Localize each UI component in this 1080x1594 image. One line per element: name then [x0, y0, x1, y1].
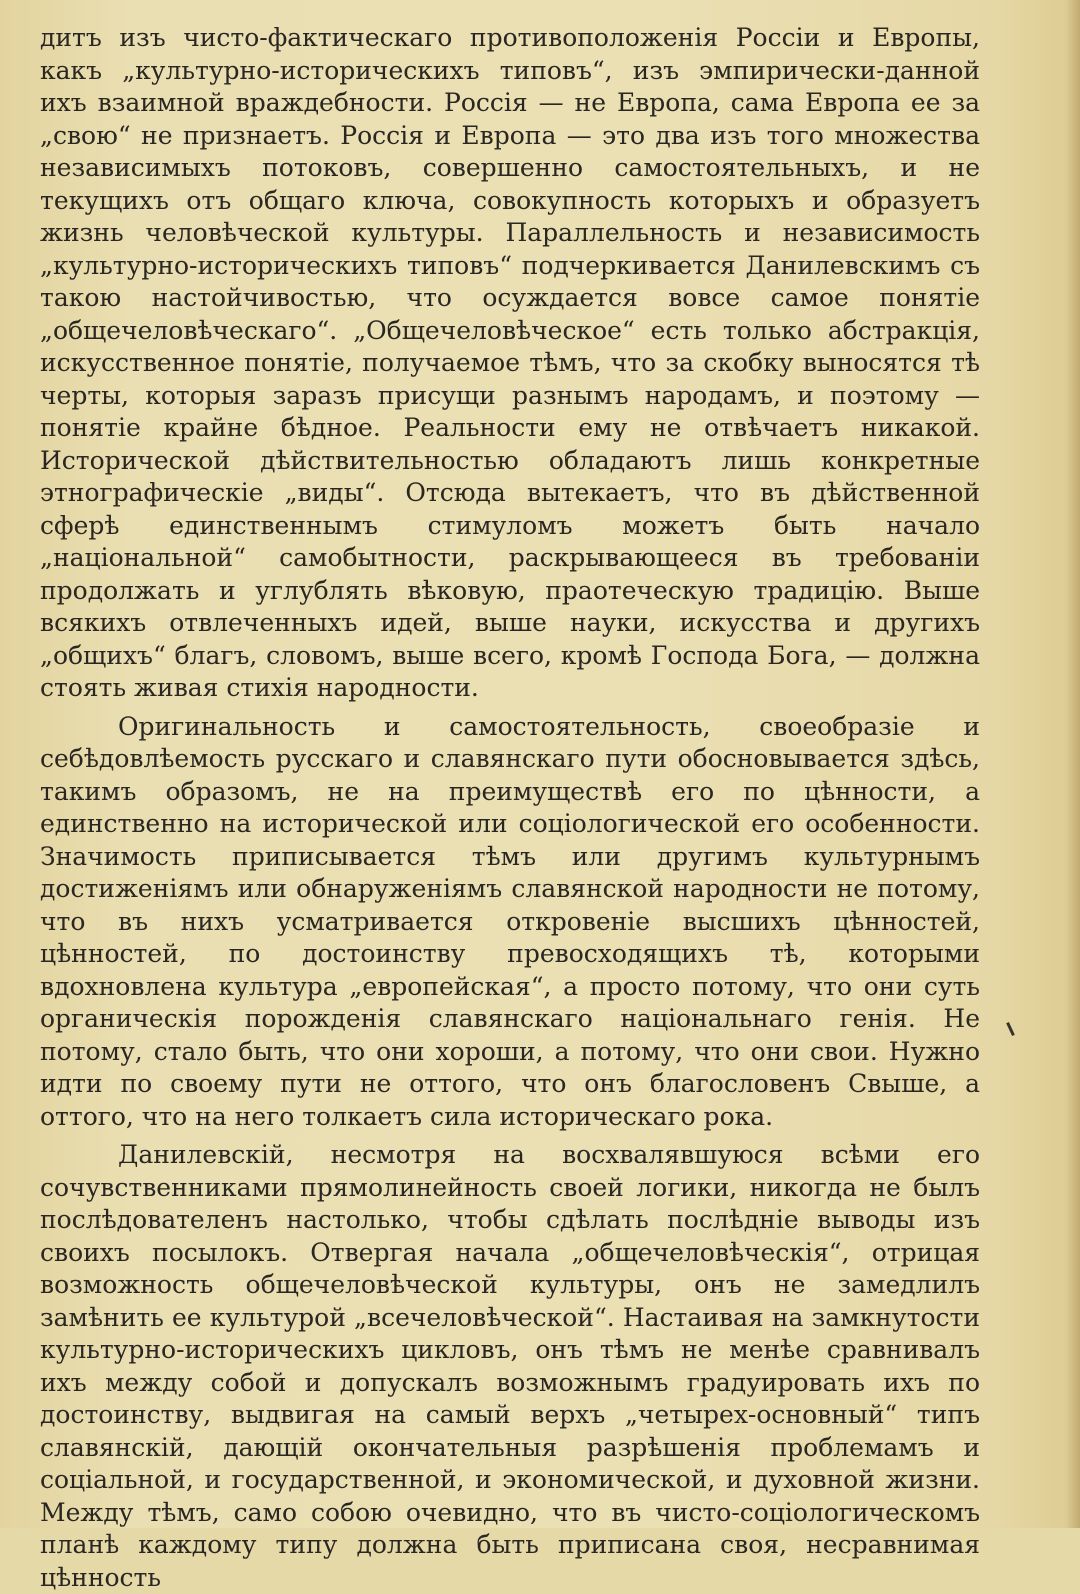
paragraph-1: дитъ изъ чисто-фактическаго противоположенія Россіи и Европы, какъ „культурно-историческихъ типовъ“, изъ эмпирически-данной ихъ взаимной враждебности. Россія — не Европа, сама Европа ее за „свою“ не признаетъ. Россія и Европа — это два изъ того множества независимыхъ потоковъ, совершенно самостоятельныхъ, и не текущихъ отъ общаго ключа, совокупность которыхъ и образуетъ жизнь человѣческой культуры. Параллельность и независимость „культурно-историческихъ типовъ“ подчеркивается Данилевскимъ съ такою настойчивостью, что осуждается вовсе самое понятіе „общечеловѣческаго“. „Общечеловѣческое“ есть только абстракція, искусственное понятіе, получаемое тѣмъ, что за скобку выносятся тѣ черты, которыя заразъ присущи разнымъ народамъ, и поэтому — понятіе крайне бѣдное. Реальности ему не отвѣчаетъ никакой. Исторической дѣйствительностью обладаютъ лишь конкретные этнографическіе „виды“. Отсюда вытекаетъ, что въ дѣйственной сферѣ единственнымъ стимуломъ можетъ быть начало „національной“ самобытности, раскрывающееся въ требованіи продолжать и углублять вѣковую, праотеческую традицію. Выше всякихъ отвлеченныхъ идей, выше науки, искусства и другихъ „общихъ“ благъ, словомъ, выше всего, кромѣ Господа Бога, — должна стоять живая стихія народности. [40, 23, 980, 702]
page-edge-shadow [1066, 0, 1080, 1528]
margin-mark [1006, 1022, 1015, 1036]
paragraph-3: Данилевскій, несмотря на восхвалявшуюся всѣми его сочувственниками прямолинейность своей логики, никогда не былъ послѣдователенъ настолько, чтобы сдѣлать послѣдніе выводы изъ своихъ посылокъ. Отвергая начала „общечеловѣческія“, отрицая возможность общечеловѣческой культуры, онъ не замедлилъ замѣнить ее культурой „всечеловѣческой“. Настаивая на замкнутости культурно-историческихъ цикловъ, онъ тѣмъ не менѣе сравнивалъ ихъ между собой и допускалъ возможнымъ градуировать ихъ по достоинству, выдвигая на самый верхъ „четырех-основный“ типъ славянскій, дающій окончательныя разрѣшенія проблемамъ и соціальной, и государственной, и экономической, и духовной жизни. Между тѣмъ, само собою очевидно, что въ чисто-соціологическомъ планѣ каждому типу должна быть приписана своя, несравнимая цѣнность [40, 1140, 980, 1592]
paragraph-2: Оригинальность и самостоятельность, своеобразіе и себѣдовлѣемость русскаго и славянскаго пути обосновывается здѣсь, такимъ образомъ, не на преимуществѣ его по цѣнности, а единственно на исторической или соціологической его особенности. Значимость приписывается тѣмъ или другимъ культурнымъ достиженіямъ или обнаруженіямъ славянской народности не потому, что въ нихъ усматривается откровеніе высшихъ цѣнностей, цѣнностей, по достоинству превосходящихъ тѣ, которыми вдохновлена культура „европейская“, а просто потому, что они суть органическія порожденія славянскаго національнаго генія. Не потому, стало быть, что они хороши, а потому, что они свои. Нужно идти по своему пути не оттого, что онъ благословенъ Свыше, а оттого, что на него толкаетъ сила историческаго рока. [40, 711, 980, 1131]
